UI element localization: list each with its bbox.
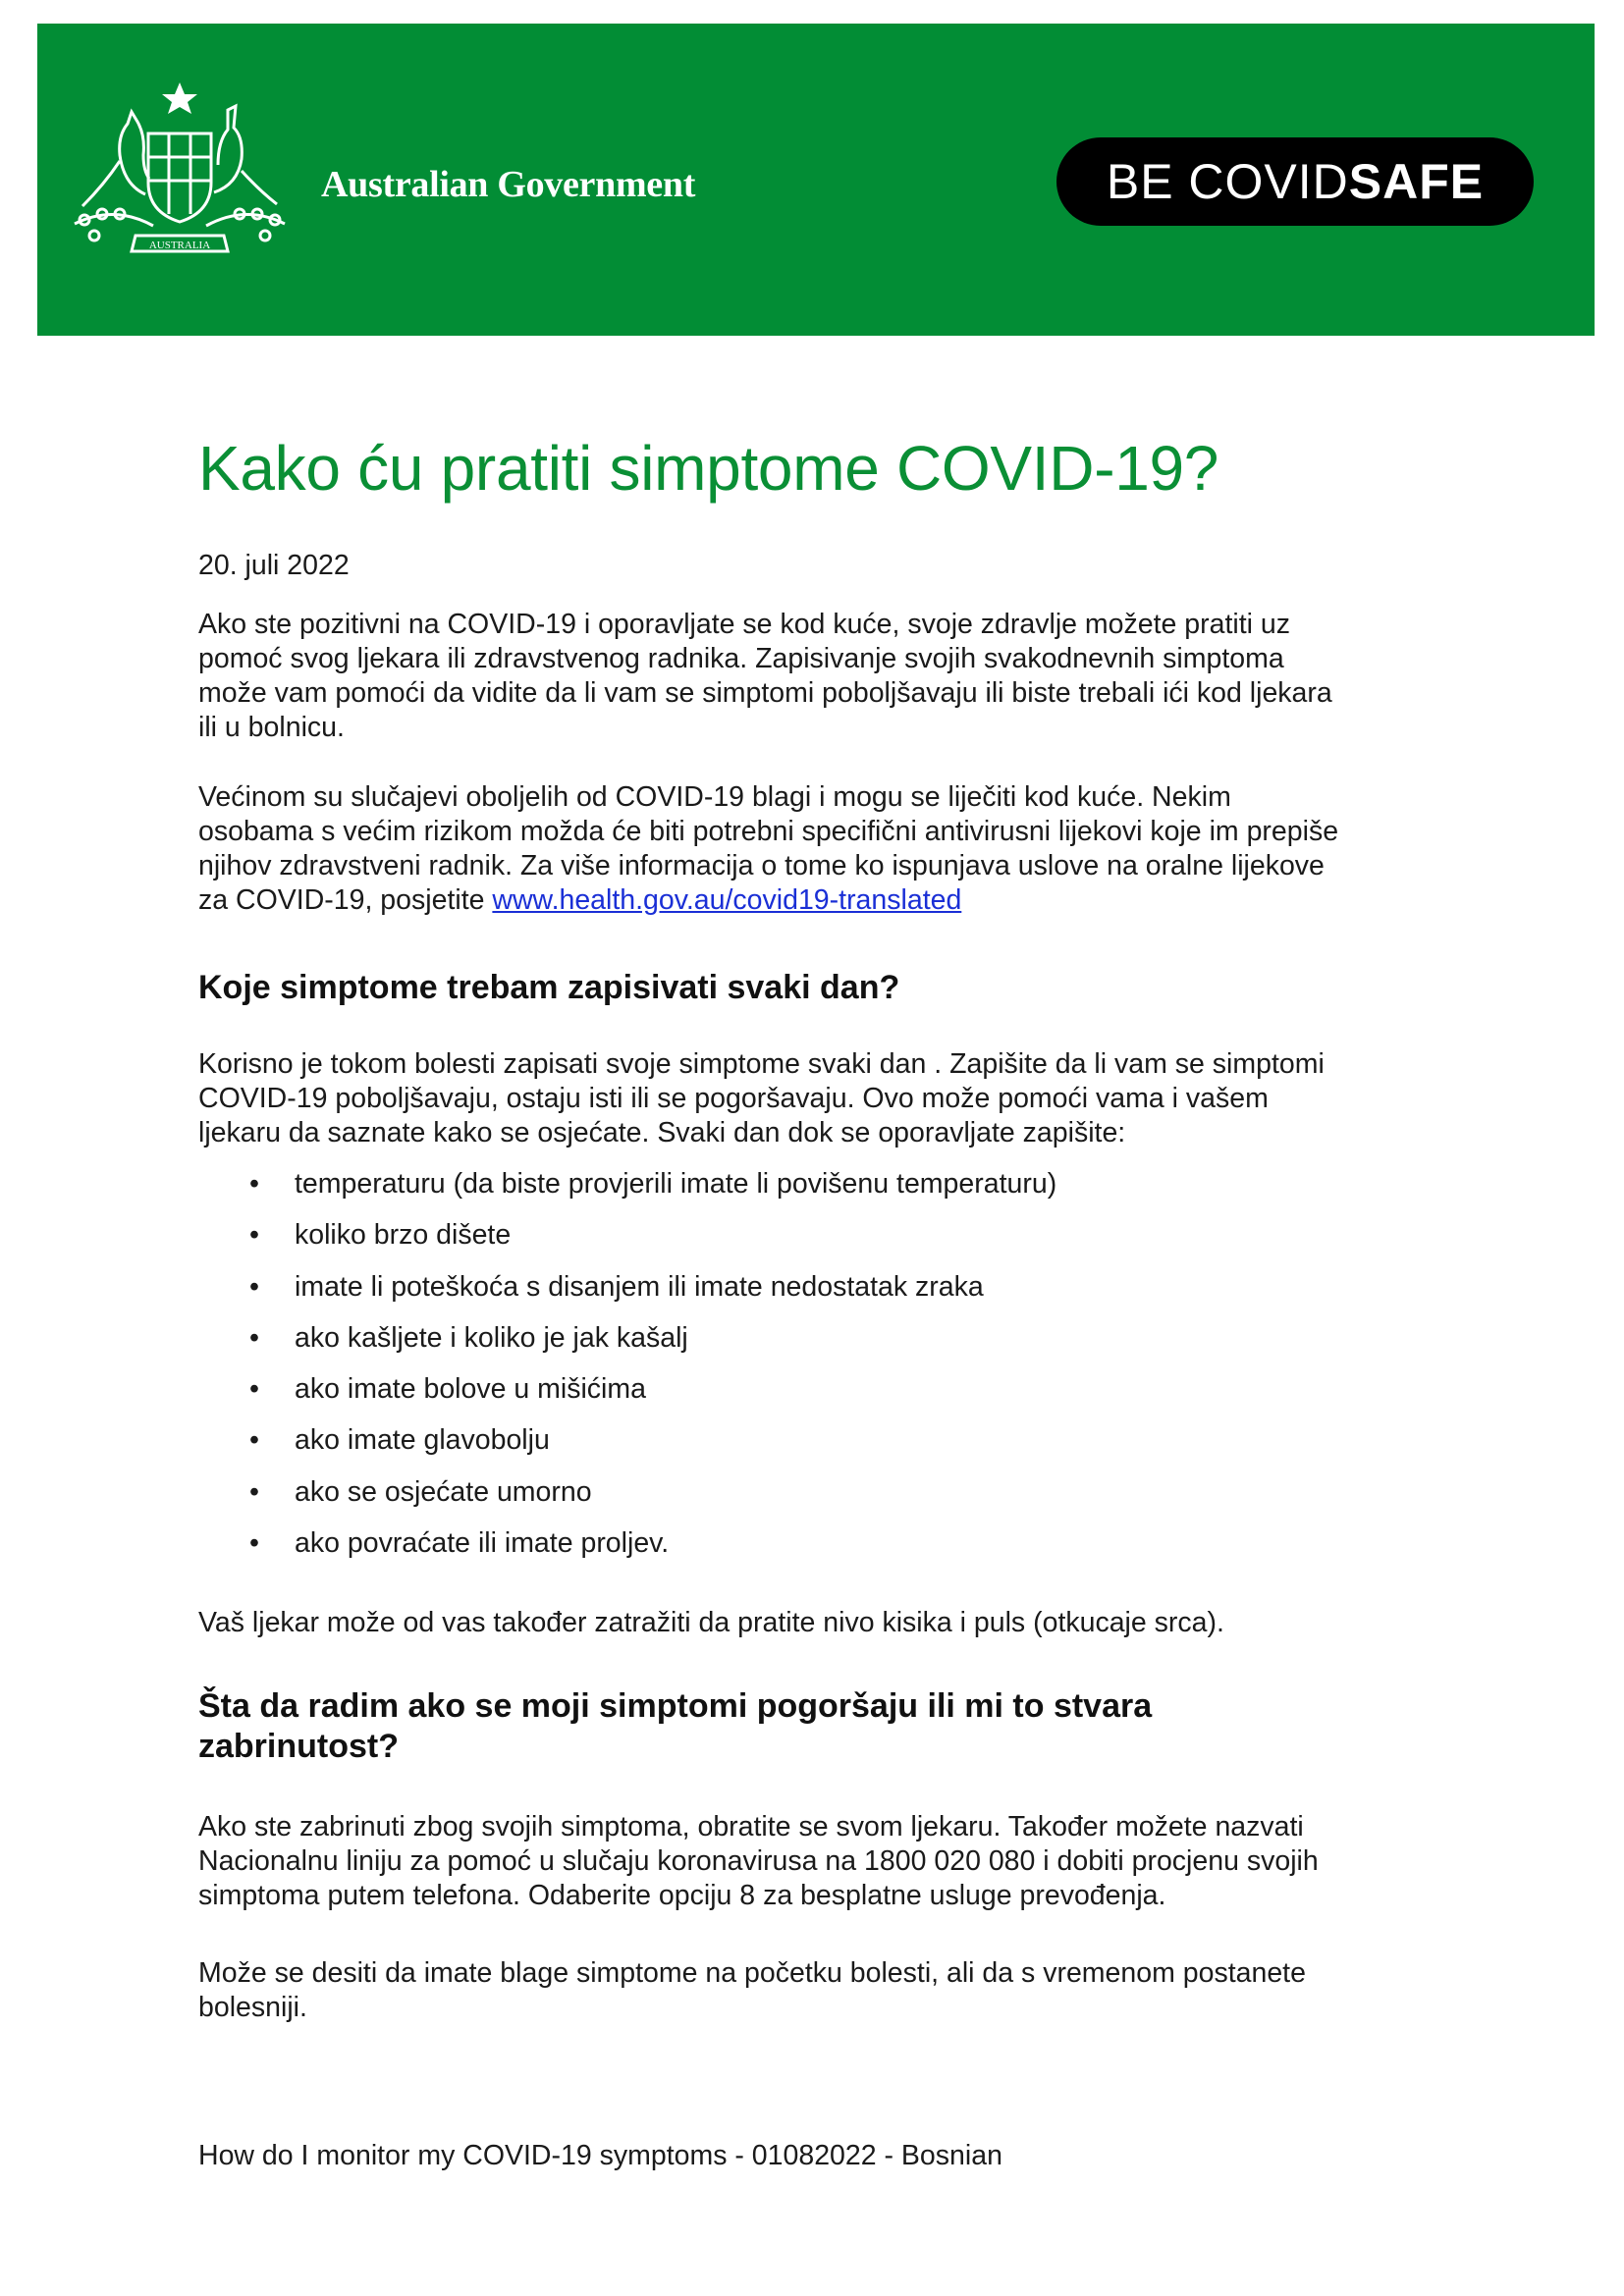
list-item-text: temperaturu (da biste provjerili imate li povišenu temperaturu) <box>295 1168 1057 1200</box>
paragraph-line: za COVID-19, posjetite <box>198 884 493 916</box>
intro-line: Ako ste pozitivni na COVID-19 i oporavljate se kod kuće, svoje zdravlje možete pratiti uz <box>198 609 1291 640</box>
paragraph-line: Ako ste zabrinuti zbog svojih simptoma, obratite se svom ljekaru. Također možete nazvati <box>198 1811 1304 1842</box>
intro-paragraph <box>198 608 1435 745</box>
paragraph-line: osobama s većim rizikom možda će biti potrebni specifični antivirusni lijekovi koje im prepiše <box>198 816 1339 847</box>
helpline-paragraph <box>198 1810 1435 1913</box>
paragraph-line: Korisno je tokom bolesti zapisati svoje simptome svaki dan . Zapišite da li vam se simptomi <box>198 1048 1325 1080</box>
list-item <box>198 1218 1377 1269</box>
list-item-text: koliko brzo dišete <box>295 1219 512 1252</box>
intro-line: može vam pomoći da vidite da li vam se simptomi poboljšavaju ili biste trebali ići kod ljekara <box>198 677 1332 709</box>
page-title: Kako ću pratiti simptome COVID-19? <box>198 433 1219 504</box>
paragraph-line: ljekaru da saznate kako se osjećate. Svaki dan dok se oporavljate zapišite: <box>198 1117 1126 1148</box>
section-heading-worse-symptoms <box>198 1686 1278 1767</box>
list-item-text: ako kašljete i koliko je jak kašalj <box>295 1321 688 1354</box>
list-item-text: ako imate glavobolju <box>295 1424 550 1457</box>
badge-text-bold: SAFE <box>1348 154 1485 209</box>
mild-symptoms-paragraph <box>198 1956 1435 2025</box>
heading-line: zabrinutost? <box>198 1728 399 1765</box>
covidsafe-badge <box>1056 137 1534 226</box>
bullet-icon: • <box>249 1219 259 1252</box>
medicine-paragraph <box>198 780 1435 918</box>
date: 20. juli 2022 <box>198 550 350 581</box>
list-item <box>198 1167 1377 1218</box>
list-item-text: ako se osjećate umorno <box>295 1475 592 1508</box>
list-item <box>198 1321 1377 1372</box>
paragraph-line: Nacionalnu liniju za pomoć u slučaju koronavirusa na 1800 020 080 i dobiti procjenu svojih <box>198 1845 1319 1877</box>
list-item <box>198 1372 1377 1423</box>
daily-symptoms-paragraph <box>198 1047 1435 1150</box>
intro-line: pomoć svog ljekara ili zdravstvenog radnika. Zapisivanje svojih svakodnevnih simptoma <box>198 643 1284 674</box>
paragraph-line: Može se desiti da imate blage simptome na početku bolesti, ali da s vremenom postanete <box>198 1957 1306 1989</box>
paragraph-line: Većinom su slučajevi oboljelih od COVID-19 blagi i mogu se liječiti kod kuće. Nekim <box>198 781 1231 813</box>
crest-text: AUSTRALIA <box>148 240 211 251</box>
paragraph-line: njihov zdravstveni radnik. Za više informacija o tome ko ispunjava uslove na oralne lijekove <box>198 850 1325 881</box>
paragraph-line: bolesniji. <box>198 1992 307 2023</box>
section-heading-daily-symptoms: Koje simptome trebam zapisivati svaki dan? <box>198 969 900 1006</box>
list-item <box>198 1526 1377 1577</box>
coat-of-arms-icon <box>55 77 304 275</box>
intro-line: ili u bolnicu. <box>198 712 345 743</box>
list-item <box>198 1475 1377 1526</box>
list-item-text: ako povraćate ili imate proljev. <box>295 1527 670 1560</box>
government-name: Australian Government <box>321 164 696 205</box>
bullet-icon: • <box>249 1270 259 1303</box>
list-item-text: ako imate bolove u mišićima <box>295 1373 646 1406</box>
list-item-text: imate li poteškoća s disanjem ili imate nedostatak zraka <box>295 1270 984 1303</box>
paragraph-line: simptoma putem telefona. Odaberite opciju 8 za besplatne usluge prevođenja. <box>198 1880 1166 1911</box>
bullet-icon: • <box>249 1527 259 1560</box>
heading-line: Šta da radim ako se moji simptomi pogoršaju ili mi to stvara <box>198 1687 1153 1725</box>
bullet-icon: • <box>249 1475 259 1508</box>
document-footer: How do I monitor my COVID-19 symptoms - 01082022 - Bosnian <box>198 2140 1002 2171</box>
bullet-icon: • <box>249 1373 259 1406</box>
list-item <box>198 1423 1377 1474</box>
paragraph-line: COVID-19 poboljšavaju, ostaju isti ili se pogoršavaju. Ovo može pomoći vama i vašem <box>198 1083 1269 1114</box>
bullet-icon: • <box>249 1424 259 1457</box>
health-website-link[interactable]: www.health.gov.au/covid19-translated <box>492 884 962 916</box>
header-banner <box>37 24 1595 336</box>
list-item <box>198 1270 1377 1321</box>
bullet-icon: • <box>249 1321 259 1354</box>
symptom-list <box>198 1167 1377 1577</box>
oxygen-note: Vaš ljekar može od vas također zatražiti da pratite nivo kisika i puls (otkucaje srca). <box>198 1607 1224 1638</box>
bullet-icon: • <box>249 1168 259 1200</box>
badge-text-regular: BE COVID <box>1106 154 1349 209</box>
